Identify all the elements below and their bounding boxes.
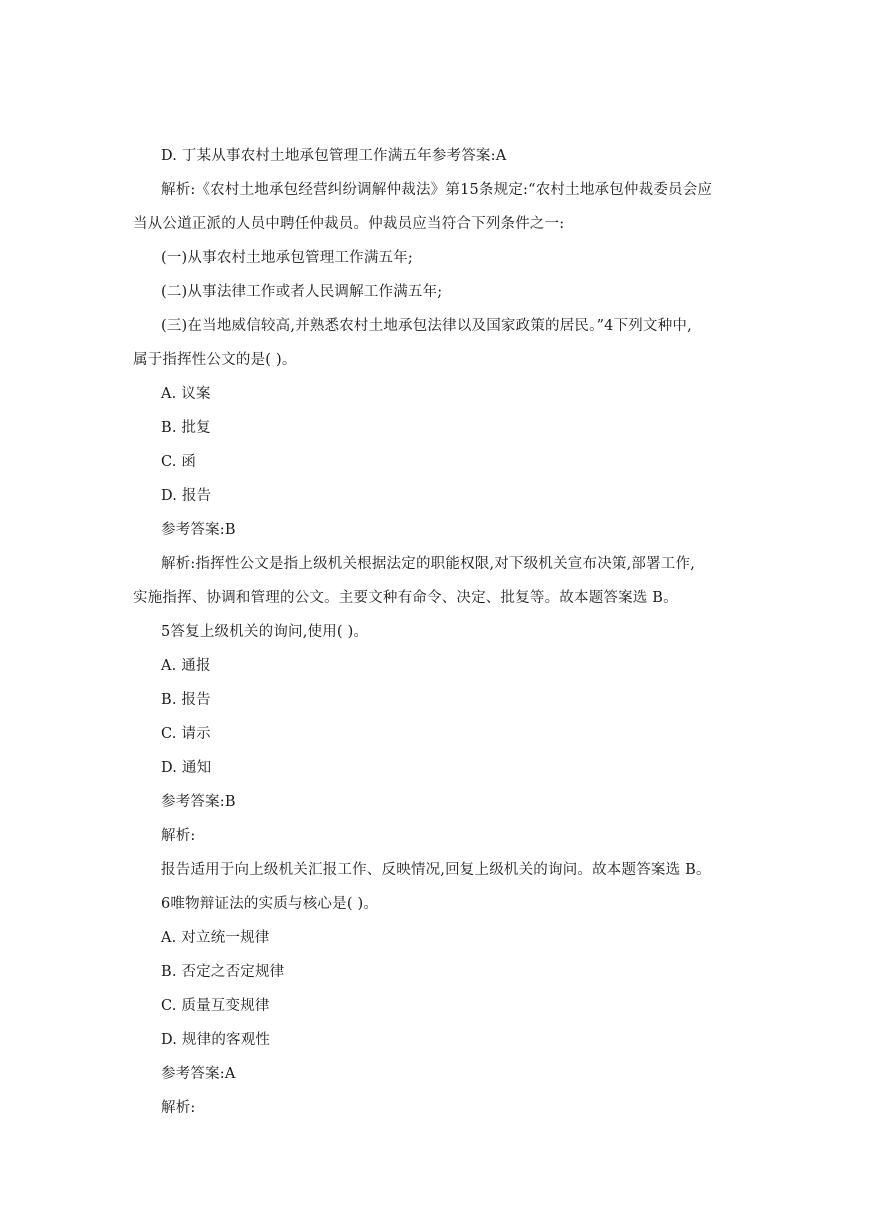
option-b: B. 批复 [161,420,211,436]
option-b: B. 报告 [161,692,211,708]
analysis-line: 解析:指挥性公文是指上级机关根据法定的职能权限,对下级机关宣布决策,部署工作, [161,556,696,572]
analysis-text: 报告适用于向上级机关汇报工作、反映情况,回复上级机关的询问。故本题答案选 B。 [161,862,711,878]
analysis-label: 解析: [161,828,196,844]
analysis-line: 解析:《农村土地承包经营纠纷调解仲裁法》第15条规定:“农村土地承包仲裁委员会应 [161,182,713,198]
reference-answer: 参考答案:A [161,1066,236,1082]
option-a: A. 通报 [161,658,211,674]
condition-1: (一)从事农村土地承包管理工作满五年; [161,250,413,266]
condition-3: (三)在当地威信较高,并熟悉农村土地承包法律以及国家政策的居民。”4下列文种中, [161,318,692,334]
question-5: 5答复上级机关的询问,使用( )。 [161,624,369,640]
option-d: D. 规律的客观性 [161,1032,271,1048]
option-d-line: D. 丁某从事农村土地承包管理工作满五年参考答案:A [161,148,507,164]
option-a: A. 对立统一规律 [161,930,270,946]
reference-answer: 参考答案:B [161,794,236,810]
option-d: D. 通知 [161,760,212,776]
analysis-continuation: 当从公道正派的人员中聘任仲裁员。仲裁员应当符合下列条件之一: [133,216,565,232]
analysis-continuation: 实施指挥、协调和管理的公文。主要文种有命令、决定、批复等。故本题答案选 B。 [133,590,678,606]
condition-2: (二)从事法律工作或者人民调解工作满五年; [161,284,443,300]
option-b: B. 否定之否定规律 [161,964,285,980]
option-c: C. 函 [161,454,197,470]
question-4-continuation: 属于指挥性公文的是( )。 [133,352,297,368]
question-6: 6唯物辩证法的实质与核心是( )。 [161,896,379,912]
option-d: D. 报告 [161,488,212,504]
option-c: C. 质量互变规律 [161,998,270,1014]
option-a: A. 议案 [161,386,211,402]
option-c: C. 请示 [161,726,211,742]
reference-answer: 参考答案:B [161,522,236,538]
analysis-label: 解析: [161,1100,196,1116]
